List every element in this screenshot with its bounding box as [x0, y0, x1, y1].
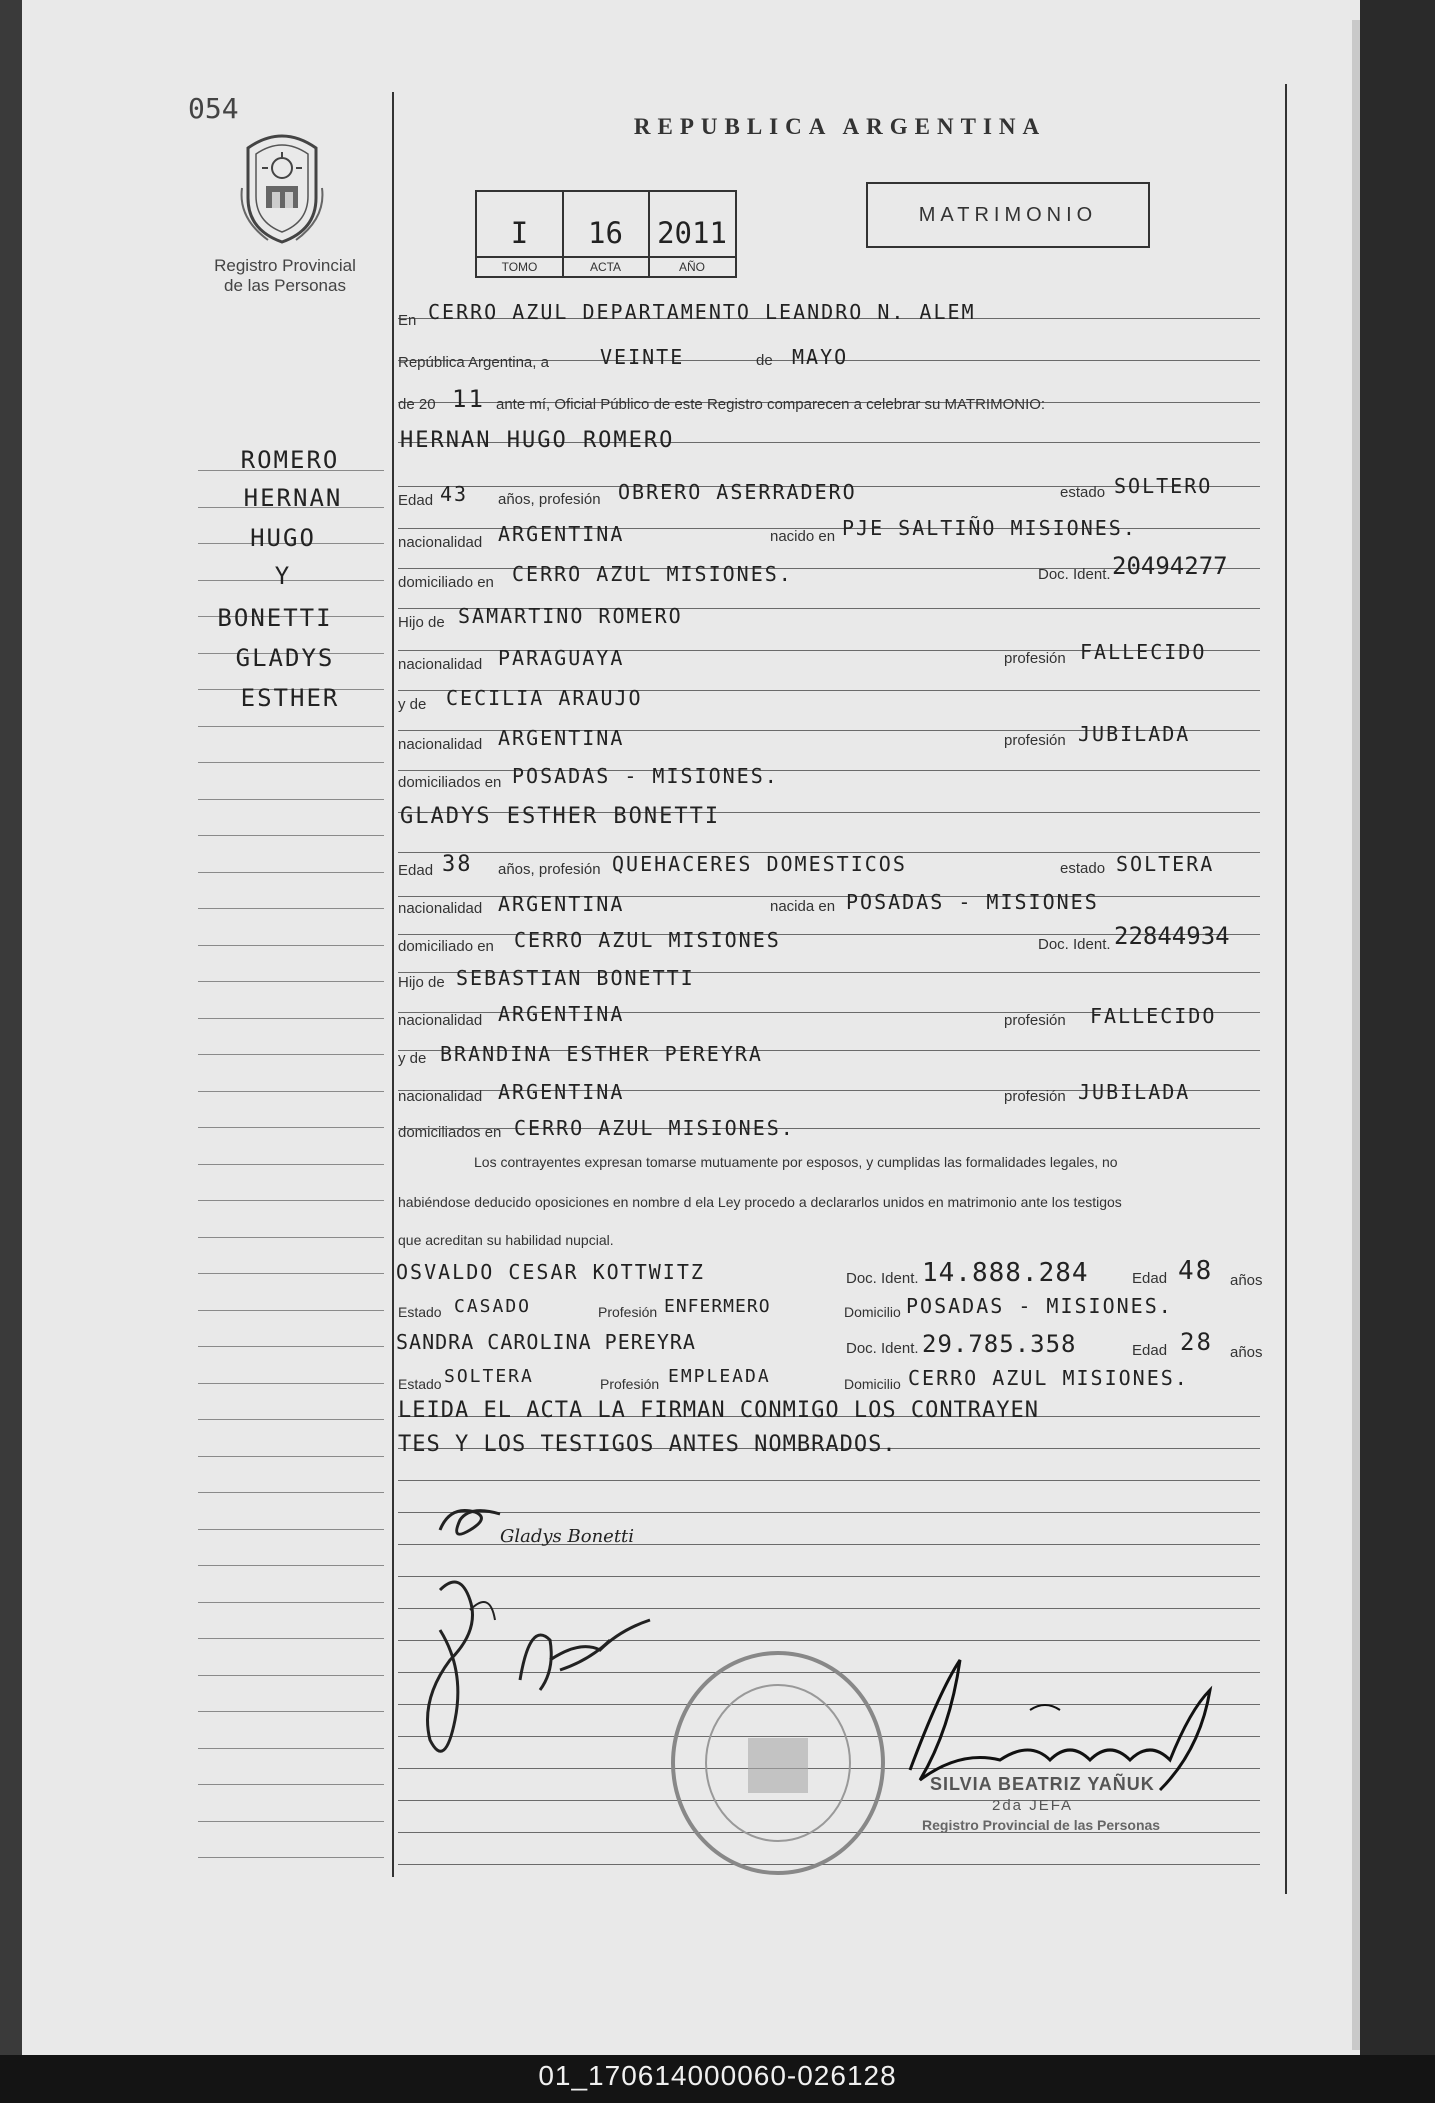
groom-nationality-label: nacionalidad [398, 534, 483, 551]
body-rule [398, 1512, 1260, 1513]
bride-profession: QUEHACERES DOMESTICOS [612, 852, 907, 876]
republica-label: República Argentina, a [398, 354, 549, 371]
margin-rule [198, 981, 384, 982]
scan-right-edge [1360, 0, 1435, 2055]
margin-rule [198, 1054, 384, 1055]
witness2-doc: 29.785.358 [922, 1330, 1077, 1358]
witness2-age: 28 [1180, 1328, 1213, 1356]
witness1-profession: ENFERMERO [664, 1296, 771, 1317]
margin-rule [198, 1273, 384, 1274]
witness1-anos-label: años [1230, 1272, 1263, 1289]
margin-rule [198, 1383, 384, 1384]
official-seal-icon [668, 1648, 888, 1878]
year-text: ante mí, Oficial Público de este Registro comparecen a celebrar su MATRIMONIO: [496, 396, 1046, 413]
groom-status: SOLTERO [1114, 474, 1213, 498]
groom-mother-profession: JUBILADA [1078, 722, 1191, 746]
margin-rule [198, 726, 384, 727]
groom-status-label: estado [1060, 484, 1106, 501]
bride-birthplace: POSADAS - MISIONES [846, 890, 1099, 914]
bride-mother-nat-label: nacionalidad [398, 1088, 483, 1105]
bride-father-nationality: ARGENTINA [498, 1002, 625, 1026]
bride-name: GLADYS ESTHER BONETTI [400, 804, 721, 829]
margin-rule [198, 1784, 384, 1785]
groom-father-nationality: PARAGUAYA [498, 646, 625, 670]
margin-rule [198, 1602, 384, 1603]
margin-rule [198, 762, 384, 763]
groom-profession: OBRERO ASERRADERO [618, 480, 857, 504]
margin-rule [198, 1127, 384, 1128]
witness1-name: OSVALDO CESAR KOTTWITZ [396, 1260, 705, 1284]
witness1-address-label: Domicilio [844, 1304, 901, 1320]
groom-doc-label: Doc. Ident. [1038, 566, 1111, 583]
margin-rule [198, 908, 384, 909]
official-role: 2da JEFA [992, 1797, 1074, 1814]
bride-father-label: Hijo de [398, 974, 445, 991]
place-value: CERRO AZUL DEPARTAMENTO LEANDRO N. ALEM [428, 300, 976, 324]
right-border [1285, 84, 1287, 1894]
margin-name: ESTHER [240, 684, 340, 712]
witness2-profession-label: Profesión [600, 1376, 660, 1392]
margin-rule [198, 1419, 384, 1420]
witness2-name: SANDRA CAROLINA PEREYRA [396, 1330, 696, 1354]
groom-parents-address-label: domiciliados en [398, 774, 502, 791]
margin-rule [198, 1748, 384, 1749]
bride-nationality-label: nacionalidad [398, 900, 483, 917]
body-rule [398, 1480, 1260, 1481]
margin-rule [198, 1711, 384, 1712]
year-prefix: de 20 [398, 396, 436, 413]
groom-address-label: domiciliado en [398, 574, 494, 591]
groom-mother-nat-label: nacionalidad [398, 736, 483, 753]
groom-father-prof-label: profesión [1004, 650, 1066, 667]
margin-rule [198, 872, 384, 873]
official-registry: Registro Provincial de las Personas [922, 1817, 1161, 1833]
act-number-box [475, 190, 737, 278]
registry-caption [195, 256, 375, 296]
bride-age-label: Edad [398, 862, 434, 879]
witness1-age: 48 [1178, 1256, 1214, 1286]
country-title: REPUBLICA ARGENTINA [633, 114, 1047, 139]
witness-signature-icon [400, 1570, 510, 1770]
margin-rule [198, 1164, 384, 1165]
groom-father: SAMARTINO ROMERO [458, 604, 683, 628]
groom-profession-label: años, profesión [498, 491, 601, 508]
groom-nationality: ARGENTINA [498, 522, 625, 546]
margin-rule [198, 1091, 384, 1092]
margin-rule [198, 1821, 384, 1822]
act-type-box: MATRIMONIO [866, 182, 1150, 248]
margin-rule [198, 1857, 384, 1858]
signature-mark-icon [430, 1500, 510, 1550]
groom-mother-nationality: ARGENTINA [498, 726, 625, 750]
witness2-address: CERRO AZUL MISIONES. [908, 1366, 1189, 1390]
bride-doc-label: Doc. Ident. [1038, 936, 1111, 953]
margin-rule [198, 1237, 384, 1238]
witness2-doc-label: Doc. Ident. [846, 1340, 919, 1357]
bride-parents-address: CERRO AZUL MISIONES. [514, 1116, 795, 1140]
groom-doc: 20494277 [1112, 552, 1228, 580]
bride-mother-profession: JUBILADA [1078, 1080, 1191, 1104]
bride-signature: Gladys Bonetti [500, 1526, 635, 1547]
margin-rule [198, 1200, 384, 1201]
margin-rule [198, 1565, 384, 1566]
month-value: MAYO [792, 345, 849, 369]
groom-birthplace-label: nacido en [770, 528, 836, 545]
registry-caption-line2: de las Personas [224, 276, 346, 295]
bride-mother-label: y de [398, 1050, 427, 1067]
groom-mother: CECILIA ARAUJO [446, 686, 643, 710]
acta-label: ACTA [563, 256, 648, 276]
bride-status: SOLTERA [1116, 852, 1215, 876]
closing-line1: LEIDA EL ACTA LA FIRMAN CONMIGO LOS CONTRAYEN [398, 1398, 1040, 1423]
bride-doc: 22844934 [1114, 922, 1230, 950]
provincial-seal-icon [238, 128, 326, 246]
margin-divider [392, 92, 394, 1877]
groom-address: CERRO AZUL MISIONES. [512, 562, 793, 586]
margin-rule [198, 1492, 384, 1493]
bride-status-label: estado [1060, 860, 1106, 877]
witness-signature-pereyra-icon [500, 1600, 660, 1700]
tomo-cell [477, 192, 564, 276]
groom-age: 43 [440, 482, 469, 506]
bride-parents-address-label: domiciliados en [398, 1124, 502, 1141]
margin-rule [198, 1675, 384, 1676]
groom-mother-label: y de [398, 696, 427, 713]
scan-left-edge [0, 0, 22, 2055]
body-rule [398, 1576, 1260, 1577]
acta-cell [563, 192, 650, 276]
bride-birthplace-label: nacida en [770, 898, 836, 915]
closing-line2: TES Y LOS TESTIGOS ANTES NOMBRADOS. [398, 1432, 897, 1457]
witness1-status: CASADO [454, 1296, 532, 1317]
declaration-line1: Los contrayentes expresan tomarse mutuamente por esposos, y cumplidas las formalidades legales, no [474, 1154, 1118, 1170]
margin-name: HERNAN [243, 484, 343, 512]
acta-value: 16 [588, 216, 623, 250]
witness2-anos-label: años [1230, 1344, 1263, 1361]
witness1-status-label: Estado [398, 1304, 442, 1320]
year-suffix: 11 [452, 385, 485, 413]
witness2-status-label: Estado [398, 1376, 442, 1392]
de-label: de [756, 352, 773, 369]
groom-parents-address: POSADAS - MISIONES. [512, 764, 779, 788]
day-value: VEINTE [600, 345, 685, 369]
witness1-doc-label: Doc. Ident. [846, 1270, 919, 1287]
bride-father: SEBASTIAN BONETTI [456, 966, 695, 990]
margin-rule [198, 1310, 384, 1311]
witness1-age-label: Edad [1132, 1270, 1168, 1287]
margin-rule [198, 1456, 384, 1457]
bride-profession-label: años, profesión [498, 861, 601, 878]
margin-rule [198, 835, 384, 836]
witness1-profession-label: Profesión [598, 1304, 658, 1320]
declaration-line2: habiéndose deducido oposiciones en nombre d ela Ley procedo a declararlos unidos en matrimonio ante los testigos [398, 1194, 1122, 1210]
registry-caption-line1: Registro Provincial [214, 256, 356, 275]
margin-name: HUGO [250, 524, 316, 552]
bride-mother-nationality: ARGENTINA [498, 1080, 625, 1104]
bride-nationality: ARGENTINA [498, 892, 625, 916]
tomo-label: TOMO [477, 256, 562, 276]
margin-name: ROMERO [240, 446, 340, 474]
margin-rule [198, 1018, 384, 1019]
bride-father-profession: FALLECIDO [1090, 1004, 1217, 1028]
page-number: 054 [188, 92, 239, 125]
anio-cell [649, 192, 735, 276]
groom-father-profession: FALLECIDO [1080, 640, 1207, 664]
witness2-status: SOLTERA [444, 1366, 534, 1387]
margin-rule [198, 1638, 384, 1639]
bride-mother-prof-label: profesión [1004, 1088, 1066, 1105]
witness1-address: POSADAS - MISIONES. [906, 1294, 1173, 1318]
bride-age: 38 [442, 852, 473, 877]
margin-rule [198, 945, 384, 946]
anio-value: 2011 [657, 216, 727, 250]
bride-father-prof-label: profesión [1004, 1012, 1066, 1029]
witness2-address-label: Domicilio [844, 1376, 901, 1392]
bride-father-nat-label: nacionalidad [398, 1012, 483, 1029]
bride-mother: BRANDINA ESTHER PEREYRA [440, 1042, 763, 1066]
bride-address: CERRO AZUL MISIONES [514, 928, 781, 952]
groom-mother-prof-label: profesión [1004, 732, 1066, 749]
margin-name: Y [274, 562, 292, 590]
margin-rule [198, 799, 384, 800]
groom-birthplace: PJE SALTIÑO MISIONES. [842, 516, 1137, 540]
witness2-age-label: Edad [1132, 1342, 1168, 1359]
groom-father-nat-label: nacionalidad [398, 656, 483, 673]
scan-file-id: 01_170614000060-026128 [538, 2060, 897, 2091]
groom-father-label: Hijo de [398, 614, 445, 631]
anio-label: AÑO [649, 256, 735, 276]
tomo-value: I [510, 216, 529, 250]
groom-name: HERNAN HUGO ROMERO [400, 428, 675, 453]
margin-rule [198, 1529, 384, 1530]
bride-address-label: domiciliado en [398, 938, 494, 955]
witness2-profession: EMPLEADA [668, 1366, 771, 1387]
margin-rule [198, 1346, 384, 1347]
margin-name: BONETTI [217, 604, 333, 632]
groom-age-label: Edad [398, 492, 434, 509]
margin-name: GLADYS [235, 644, 335, 672]
official-name: SILVIA BEATRIZ YAÑUK [930, 1774, 1155, 1794]
en-label: En [398, 312, 417, 329]
witness1-doc: 14.888.284 [922, 1258, 1089, 1288]
declaration-line3: que acreditan su habilidad nupcial. [398, 1232, 614, 1248]
